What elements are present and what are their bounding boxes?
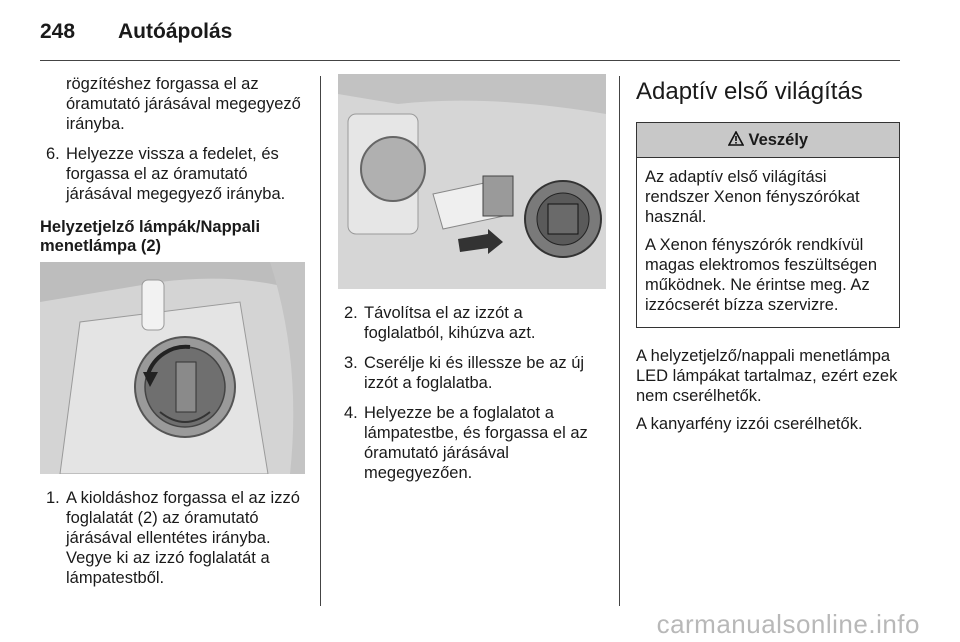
column-2 [338, 74, 606, 493]
step-text: Távolítsa el az izzót a foglalatból, kihúzva azt. [364, 304, 536, 342]
watermark-text: carmanualsonline.info [656, 609, 920, 639]
step-number: 2. [344, 304, 358, 322]
list-item [338, 403, 606, 483]
column-3 [636, 74, 900, 442]
warning-paragraph: A Xenon fényszórók rendkívül magas elektromos feszültségen működnek. Ne érintse meg. Az izzócserét bízza szervizre. [645, 236, 878, 314]
list-item [40, 488, 305, 588]
warning-paragraph: Az adaptív első világítási rendszer Xenon fényszórókat használ. [645, 168, 860, 226]
warning-triangle-icon [728, 131, 749, 149]
step-number: 6. [46, 145, 60, 163]
body-paragraph: A helyzetjelző/nappali menetlámpa LED lámpákat tartalmaz, ezért ezek nem cserélhetők. [636, 347, 898, 405]
bulb-removal-illustration [338, 74, 606, 289]
warning-box [636, 122, 900, 328]
warning-body [637, 158, 899, 327]
step-number: 1. [46, 489, 60, 507]
chapter-title: Autóápolás [118, 20, 233, 43]
section-subheading: Helyzetjelző lámpák/Nappali menetlámpa (2) [40, 218, 261, 255]
column-divider-2 [619, 76, 620, 606]
page-number: 248 [40, 20, 76, 43]
continued-text: rögzítéshez forgassa el az óramutató járásával megegyező irányba. [66, 75, 301, 133]
list-item [338, 303, 606, 343]
column-1 [40, 74, 305, 598]
step-text: A kioldáshoz forgassa el az izzó foglalatát (2) az óramutató járásával ellentétes irányba. Vegye ki az izzó foglalatát a lámpatestből. [66, 489, 300, 587]
warning-title: Veszély [748, 131, 809, 149]
warning-header [637, 123, 899, 158]
list-item [338, 353, 606, 393]
step-text: Helyezze vissza a fedelet, és forgassa el az óramutató járásával megegyező irányba. [66, 145, 286, 203]
page-header [40, 14, 900, 54]
list-item [40, 144, 305, 204]
step-number: 3. [344, 354, 358, 372]
header-rule [40, 60, 900, 61]
bulb-socket-illustration [40, 262, 305, 474]
step-text: Helyezze be a foglalatot a lámpatestbe, és forgassa el az óramutató járásával megegyezően. [364, 404, 588, 482]
body-paragraph: A kanyarfény izzói cserélhetők. [636, 415, 863, 433]
column-divider-1 [320, 76, 321, 606]
step-text: Cserélje ki és illessze be az új izzót a foglalatba. [364, 354, 585, 392]
section-heading: Adaptív első világítás [636, 78, 863, 105]
step-number: 4. [344, 404, 358, 422]
